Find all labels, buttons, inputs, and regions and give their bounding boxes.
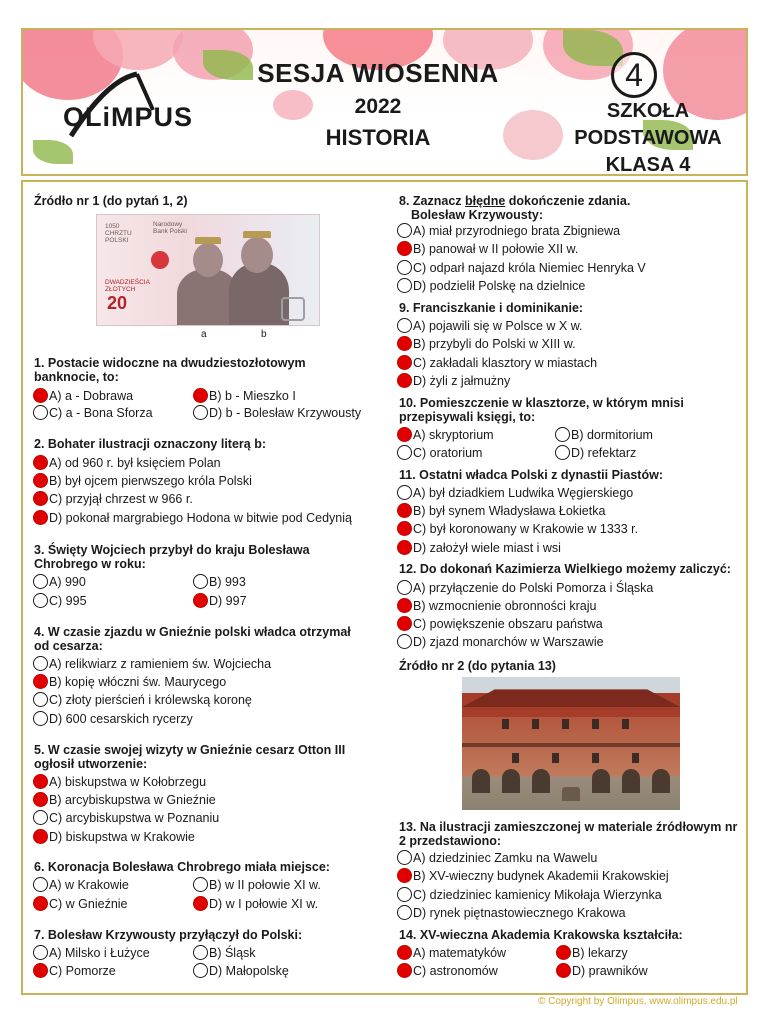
session-title: SESJA WIOSENNA: [257, 58, 499, 88]
q9-answer-b[interactable]: B) przybyli do Polski w XIII w.: [397, 336, 576, 352]
q5-answer-c[interactable]: C) arcybiskupstwa w Poznaniu: [33, 810, 219, 826]
figure-a-crown: [195, 237, 221, 244]
q6-answer-a[interactable]: A) w Krakowie: [33, 877, 129, 893]
q2-answer-b[interactable]: B) był ojcem pierwszego króla Polski: [33, 473, 252, 489]
leaf-decoration: [33, 140, 73, 164]
q8-answer-a[interactable]: A) miał przyrodniego brata Zbigniewa: [397, 223, 620, 239]
answer-marked-icon[interactable]: [397, 540, 412, 555]
answer-marked-icon[interactable]: [33, 963, 48, 978]
answer-empty-icon[interactable]: [33, 711, 48, 726]
q14-answer-c[interactable]: C) astronomów: [397, 963, 498, 979]
q6-answer-b[interactable]: B) w II połowie XI w.: [193, 877, 321, 893]
school-line-2: PODSTAWOWA: [574, 127, 722, 149]
q11-answer-c[interactable]: C) był koronowany w Krakowie w 1333 r.: [397, 521, 638, 537]
school-level: [553, 98, 743, 176]
q10-answer-a[interactable]: A) skryptorium: [397, 427, 494, 443]
answer-empty-icon[interactable]: [33, 877, 48, 892]
figure-label-b: b: [261, 329, 267, 340]
question-8-title: 8. Zaznacz błędne dokończenie zdania. Bolesław Krzywousty:: [399, 194, 631, 222]
q12-answer-c[interactable]: C) powiększenie obszaru państwa: [397, 616, 603, 632]
question-3-title: 3. Święty Wojciech przybył do kraju Bolesława Chrobrego w roku:: [34, 543, 310, 571]
question-2-title: 2. Bohater ilustracji oznaczony literą b:: [34, 437, 267, 451]
answer-empty-icon[interactable]: [555, 445, 570, 460]
q2-answer-a[interactable]: A) od 960 r. był księciem Polan: [33, 455, 221, 471]
q3-answer-a[interactable]: A) 990: [33, 574, 86, 590]
q13-answer-d[interactable]: D) rynek piętnastowiecznego Krakowa: [397, 905, 626, 921]
answer-marked-icon[interactable]: [397, 427, 412, 442]
answer-empty-icon[interactable]: [397, 850, 412, 865]
q2-answer-c[interactable]: C) przyjął chrzest w 966 r.: [33, 491, 193, 507]
school-line-1: SZKOŁA: [606, 100, 690, 122]
window-shape: [592, 753, 599, 763]
q10-answer-b[interactable]: B) dormitorium: [555, 427, 653, 443]
answer-marked-icon[interactable]: [397, 521, 412, 536]
source-1-title: Źródło nr 1 (do pytań 1, 2): [34, 194, 188, 208]
q9-answer-a[interactable]: A) pojawili się w Polsce w X w.: [397, 318, 583, 334]
q1-answer-c[interactable]: C) a - Bona Sforza: [33, 405, 153, 421]
gallery-balcony: [462, 743, 680, 747]
well-shape: [562, 787, 580, 801]
q5-answer-a[interactable]: A) biskupstwa w Kołobrzegu: [33, 774, 206, 790]
q7-answer-c[interactable]: C) Pomorze: [33, 963, 116, 979]
banknote-image: [96, 214, 320, 326]
q4-answer-a[interactable]: A) relikwiarz z ramieniem św. Wojciecha: [33, 656, 271, 672]
question-11-title: 11. Ostatni władca Polski z dynastii Piastów:: [399, 468, 663, 482]
q13-answer-b[interactable]: B) XV-wieczny budynek Akademii Krakowskiej: [397, 868, 669, 884]
answer-marked-icon[interactable]: [397, 373, 412, 388]
answer-marked-icon[interactable]: [397, 616, 412, 631]
answer-marked-icon[interactable]: [33, 674, 48, 689]
question-7-title: 7. Bolesław Krzywousty przyłączył do Polski:: [34, 928, 303, 942]
courtyard-photo: [462, 677, 680, 810]
window-shape: [552, 753, 559, 763]
q14-answer-d[interactable]: D) prawników: [556, 963, 648, 979]
q9-answer-d[interactable]: D) żyli z jałmużny: [397, 373, 510, 389]
answer-empty-icon[interactable]: [193, 945, 208, 960]
question-9-title: 9. Franciszkanie i dominikanie:: [399, 301, 584, 315]
q6-answer-c[interactable]: C) w Gnieźnie: [33, 896, 128, 912]
answer-empty-icon[interactable]: [397, 445, 412, 460]
arcade-arch: [652, 769, 670, 793]
q3-answer-b[interactable]: B) 993: [193, 574, 246, 590]
cross-emblem-icon: [281, 297, 305, 321]
q10-answer-c[interactable]: C) oratorium: [397, 445, 482, 461]
answer-marked-icon[interactable]: [33, 473, 48, 488]
question-10-title: 10. Pomieszczenie w klasztorze, w którym mnisi przepisywali księgi, to:: [399, 396, 684, 424]
window-shape: [562, 719, 569, 729]
q5-answer-b[interactable]: B) arcybiskupstwa w Gnieźnie: [33, 792, 216, 808]
q8-answer-b[interactable]: B) panował w II połowie XII w.: [397, 241, 578, 257]
header-banner: [21, 28, 748, 176]
question-1-title: 1. Postacie widoczne na dwudziestozłotowym banknocie, to:: [34, 356, 306, 384]
figure-b-crown: [243, 231, 271, 238]
arcade-arch: [532, 769, 550, 793]
answer-marked-icon[interactable]: [33, 455, 48, 470]
copyright-footer: © Copyright by Olimpus, www.olimpus.edu.pl: [538, 996, 738, 1007]
q7-answer-d[interactable]: D) Małopolskę: [193, 963, 289, 979]
q8-answer-c[interactable]: C) odparł najazd króla Niemiec Henryka V: [397, 260, 646, 276]
answer-marked-icon[interactable]: [33, 388, 48, 403]
q13-answer-a[interactable]: A) dziedziniec Zamku na Wawelu: [397, 850, 597, 866]
question-6-title: 6. Koronacja Bolesława Chrobrego miała miejsce:: [34, 860, 330, 874]
answer-empty-icon[interactable]: [33, 810, 48, 825]
q6-answer-d[interactable]: D) w I połowie XI w.: [193, 896, 318, 912]
header-center: [243, 58, 513, 151]
answer-marked-icon[interactable]: [33, 829, 48, 844]
q5-answer-d[interactable]: D) biskupstwa w Krakowie: [33, 829, 195, 845]
window-shape: [622, 719, 629, 729]
q11-answer-d[interactable]: D) założył wiele miast i wsi: [397, 540, 561, 556]
q4-answer-b[interactable]: B) kopię włóczni św. Maurycego: [33, 674, 226, 690]
banknote-bank-text: Narodowy Bank Polski: [153, 221, 187, 235]
answer-marked-icon[interactable]: [33, 510, 48, 525]
window-shape: [512, 753, 519, 763]
q11-answer-a[interactable]: A) był dziadkiem Ludwika Węgierskiego: [397, 485, 633, 501]
answer-empty-icon[interactable]: [193, 574, 208, 589]
answer-marked-icon[interactable]: [397, 336, 412, 351]
q3-answer-d[interactable]: D) 997: [193, 593, 247, 609]
answer-empty-icon[interactable]: [33, 945, 48, 960]
answer-empty-icon[interactable]: [397, 278, 412, 293]
q11-answer-b[interactable]: B) był synem Władysława Łokietka: [397, 503, 605, 519]
window-shape: [632, 753, 639, 763]
arcade-arch: [622, 769, 640, 793]
window-shape: [502, 719, 509, 729]
answer-marked-icon[interactable]: [33, 896, 48, 911]
q9-answer-c[interactable]: C) zakładali klasztory w miastach: [397, 355, 597, 371]
answer-marked-icon[interactable]: [397, 945, 412, 960]
q10-answer-d[interactable]: D) refektarz: [555, 445, 636, 461]
answer-empty-icon[interactable]: [397, 318, 412, 333]
question-12-title: 12. Do dokonań Kazimierza Wielkiego możemy zaliczyć:: [399, 562, 731, 576]
q1-answer-a[interactable]: A) a - Dobrawa: [33, 388, 133, 404]
answer-empty-icon[interactable]: [33, 656, 48, 671]
eagle-emblem-icon: [151, 251, 169, 269]
answer-marked-icon[interactable]: [556, 945, 571, 960]
session-year: 2022: [354, 95, 402, 118]
q1-answer-b[interactable]: B) b - Mieszko I: [193, 388, 296, 404]
answer-empty-icon[interactable]: [33, 405, 48, 420]
arcade-arch: [592, 769, 610, 793]
class-label: KLASA 4: [605, 154, 691, 176]
answer-empty-icon[interactable]: [397, 887, 412, 902]
answer-marked-icon[interactable]: [556, 963, 571, 978]
question-4-title: 4. W czasie zjazdu w Gnieźnie polski władca otrzymał od cesarza:: [34, 625, 351, 653]
answer-empty-icon[interactable]: [397, 223, 412, 238]
q12-answer-d[interactable]: D) zjazd monarchów w Warszawie: [397, 634, 604, 650]
q14-answer-a[interactable]: A) matematyków: [397, 945, 506, 961]
question-14-title: 14. XV-wieczna Akademia Krakowska kształciła:: [399, 928, 683, 942]
answer-empty-icon[interactable]: [397, 634, 412, 649]
q7-answer-a[interactable]: A) Milsko i Łużyce: [33, 945, 150, 961]
banknote-anniversary-text: 1050 CHRZTU POLSKI: [105, 223, 132, 244]
answer-marked-icon[interactable]: [397, 241, 412, 256]
subject-title: HISTORIA: [325, 125, 431, 150]
q14-answer-b[interactable]: B) lekarzy: [556, 945, 628, 961]
arcade-arch: [502, 769, 520, 793]
source-2-title: Źródło nr 2 (do pytania 13): [399, 659, 556, 673]
q3-answer-c[interactable]: C) 995: [33, 593, 87, 609]
window-shape: [592, 719, 599, 729]
q1-answer-d[interactable]: D) b - Bolesław Krzywousty: [193, 405, 361, 421]
answer-marked-icon[interactable]: [193, 593, 208, 608]
answer-empty-icon[interactable]: [33, 593, 48, 608]
answer-marked-icon[interactable]: [397, 503, 412, 518]
answer-empty-icon[interactable]: [397, 905, 412, 920]
answer-marked-icon[interactable]: [33, 792, 48, 807]
answer-empty-icon[interactable]: [193, 405, 208, 420]
figure-b-head: [241, 237, 273, 273]
question-8-emphasis: błędne: [465, 194, 506, 208]
banknote-value-words: DWADZIEŚCIA ZŁOTYCH: [105, 279, 150, 293]
q13-answer-c[interactable]: C) dziedziniec kamienicy Mikołaja Wierzynka: [397, 887, 662, 903]
figure-label-a: a: [201, 329, 207, 340]
answer-marked-icon[interactable]: [397, 598, 412, 613]
answer-empty-icon[interactable]: [397, 580, 412, 595]
q12-answer-a[interactable]: A) przyłączenie do Polski Pomorza i Śląska: [397, 580, 653, 596]
question-13-title: 13. Na ilustracji zamieszczonej w materiale źródłowym nr 2 przedstawiono:: [399, 820, 738, 848]
answer-empty-icon[interactable]: [397, 260, 412, 275]
window-shape: [532, 719, 539, 729]
q2-answer-d[interactable]: D) pokonał margrabiego Hodona w bitwie pod Cedynią: [33, 510, 352, 526]
answer-marked-icon[interactable]: [397, 963, 412, 978]
q8-answer-d[interactable]: D) podzielił Polskę na dzielnice: [397, 278, 585, 294]
q4-answer-d[interactable]: D) 600 cesarskich rycerzy: [33, 711, 193, 727]
banknote-value: 20: [107, 293, 128, 313]
answer-empty-icon[interactable]: [33, 692, 48, 707]
answer-empty-icon[interactable]: [193, 877, 208, 892]
roof-shape: [462, 685, 680, 707]
question-5-title: 5. W czasie swojej wizyty w Gnieźnie cesarz Otton III ogłosił utworzenie:: [34, 743, 346, 771]
answer-empty-icon[interactable]: [33, 574, 48, 589]
answer-empty-icon[interactable]: [397, 485, 412, 500]
q4-answer-c[interactable]: C) złoty pierścień i królewską koronę: [33, 692, 252, 708]
answer-marked-icon[interactable]: [33, 491, 48, 506]
arcade-arch: [472, 769, 490, 793]
answer-empty-icon[interactable]: [555, 427, 570, 442]
answer-marked-icon[interactable]: [193, 896, 208, 911]
answer-marked-icon[interactable]: [33, 774, 48, 789]
level-number-badge: 4: [611, 52, 657, 98]
olimpus-logo-text: OLiMPUS: [63, 102, 194, 132]
q12-answer-b[interactable]: B) wzmocnienie obronności kraju: [397, 598, 596, 614]
answer-marked-icon[interactable]: [397, 355, 412, 370]
answer-empty-icon[interactable]: [193, 963, 208, 978]
figure-a-head: [193, 243, 223, 277]
q7-answer-b[interactable]: B) Śląsk: [193, 945, 256, 961]
answer-marked-icon[interactable]: [193, 388, 208, 403]
answer-marked-icon[interactable]: [397, 868, 412, 883]
